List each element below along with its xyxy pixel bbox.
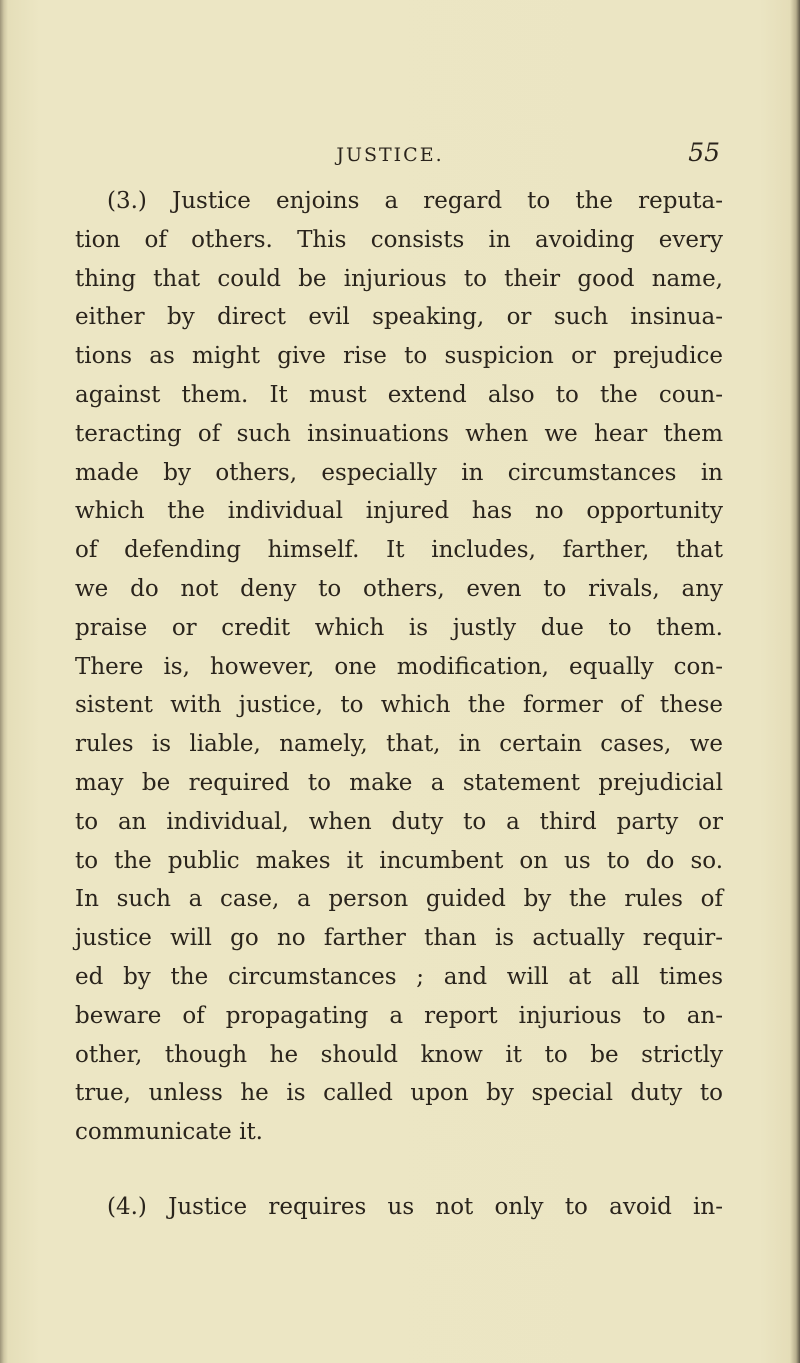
text-line: teracting of such insinuations when we hear them (75, 420, 723, 447)
text-line: tion of others. This consists in avoiding every (75, 226, 723, 253)
running-head: JUSTICE. (336, 144, 444, 166)
text-line: other, though he should know it to be strictly (75, 1041, 723, 1068)
text-line: to the public makes it incumbent on us to do so. (75, 847, 723, 874)
text-line: of defending himself. It includes, farther, that (75, 537, 723, 564)
text-line: beware of propagating a report injurious to an- (75, 1002, 723, 1029)
page-right-edge (790, 0, 800, 1363)
text-line: praise or credit which is justly due to them. (75, 614, 723, 641)
text-line: tions as might give rise to suspicion or prejudice (75, 343, 723, 370)
page-left-edge (0, 0, 8, 1363)
text-line: may be required to make a statement prejudicial (75, 769, 723, 796)
text-line: (3.) Justice enjoins a regard to the reputa- (107, 188, 723, 214)
text-line: made by others, especially in circumstances in (75, 459, 723, 486)
paragraph-gap (75, 1152, 723, 1188)
text-line: we do not deny to others, even to rivals, any (75, 575, 723, 602)
text-line: which the individual injured has no opportunity (75, 498, 723, 525)
paragraph-4 (75, 1188, 723, 1227)
page-number: 55 (688, 138, 720, 167)
text-line: communicate it. (75, 1119, 263, 1146)
text-line: either by direct evil speaking, or such insinua- (75, 304, 723, 331)
page-header (60, 140, 720, 172)
text-line: There is, however, one modification, equally con- (75, 653, 723, 680)
text-line: ed by the circumstances ; and will at all times (75, 963, 723, 990)
body-text (75, 182, 723, 1227)
text-line: justice will go no farther than is actually requir- (75, 925, 723, 952)
text-line: (4.) Justice requires us not only to avoid in- (107, 1193, 723, 1220)
text-line: true, unless he is called upon by special duty to (75, 1080, 723, 1107)
text-line: sistent with justice, to which the former of these (75, 692, 723, 719)
text-line: against them. It must extend also to the coun- (75, 381, 723, 408)
paragraph-3 (75, 182, 723, 1152)
text-line: thing that could be injurious to their good name, (75, 265, 723, 292)
text-line: In such a case, a person guided by the rules of (75, 886, 723, 913)
text-line: to an individual, when duty to a third party or (75, 808, 723, 835)
text-line: rules is liable, namely, that, in certain cases, we (75, 731, 723, 758)
